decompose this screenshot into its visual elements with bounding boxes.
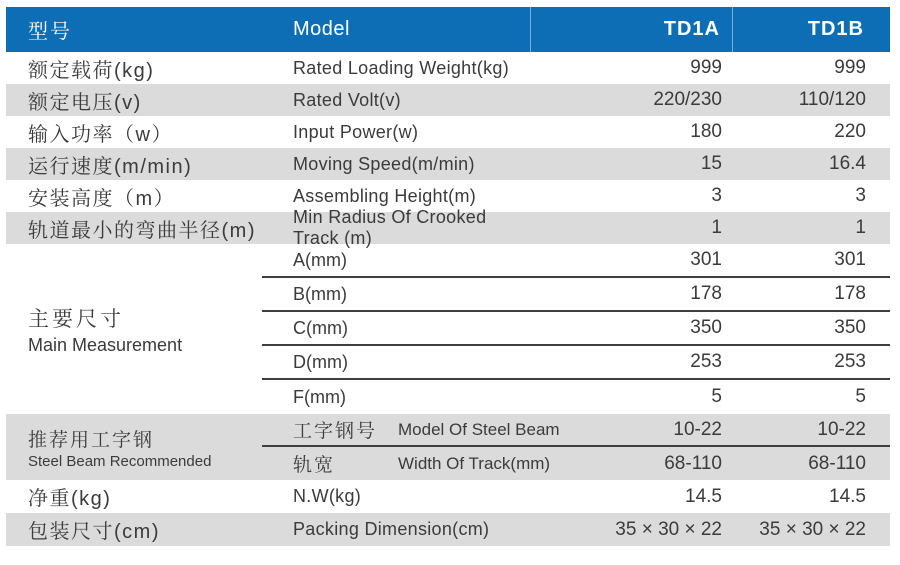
value-td1b: 1 bbox=[855, 217, 866, 238]
dimension-label: D(mm) bbox=[293, 351, 348, 372]
spec-label-en: Min Radius Of Crooked Track (m) bbox=[293, 207, 487, 248]
spec-label-cn: 额定载荷(kg) bbox=[28, 59, 155, 82]
value-td1b: 301 bbox=[834, 249, 866, 270]
spec-label-cn: 运行速度(m/min) bbox=[28, 155, 193, 178]
header-model-label-en: Model bbox=[293, 18, 350, 40]
value-td1b: 110/120 bbox=[798, 89, 866, 110]
spec-label-cn: 净重(kg) bbox=[28, 488, 112, 510]
value-td1a: 35 × 30 × 22 bbox=[615, 518, 722, 540]
value-td1a: 68-110 bbox=[664, 452, 722, 474]
header-column-td1a: TD1A bbox=[530, 7, 732, 52]
header-column-td1b: TD1B bbox=[732, 7, 890, 52]
value-td1a: 14.5 bbox=[685, 485, 722, 507]
spec-label-cn: 输入功率（w） bbox=[28, 123, 173, 146]
measurement-row-b bbox=[262, 278, 890, 312]
value-td1b: 253 bbox=[834, 351, 866, 372]
value-td1a: 301 bbox=[690, 249, 722, 270]
value-td1b: 999 bbox=[834, 57, 866, 78]
table-header-row bbox=[6, 7, 890, 52]
value-td1a: 350 bbox=[690, 317, 722, 338]
sub-label-en: Width Of Track(mm) bbox=[398, 453, 551, 473]
value-td1a: 10-22 bbox=[673, 418, 722, 440]
spec-row-moving-speed bbox=[6, 148, 890, 180]
measurement-row-d bbox=[262, 346, 890, 380]
spec-label-cn: 包装尺寸(cm) bbox=[28, 521, 160, 543]
value-td1a: 15 bbox=[700, 153, 722, 174]
spec-row-rated-load bbox=[6, 52, 890, 84]
measurement-group bbox=[6, 244, 890, 414]
value-td1a: 178 bbox=[690, 283, 722, 304]
dimension-label: C(mm) bbox=[293, 317, 348, 338]
spec-label-cn: 额定电压(v) bbox=[28, 91, 142, 114]
steel-beam-label-en: Steel Beam Recommended bbox=[28, 452, 212, 470]
sub-label-cn: 轨宽 bbox=[293, 455, 336, 476]
steel-beam-rows bbox=[262, 414, 890, 480]
value-td1b: 178 bbox=[834, 283, 866, 304]
steel-beam-row-track-width bbox=[262, 447, 890, 480]
spec-label-en: N.W(kg) bbox=[293, 486, 362, 506]
spec-row-min-radius bbox=[6, 207, 890, 248]
value-td1a: 3 bbox=[711, 185, 722, 206]
value-td1b: 3 bbox=[855, 185, 866, 206]
measurement-label-en: Main Measurement bbox=[28, 334, 183, 355]
value-td1b: 68-110 bbox=[808, 452, 866, 474]
value-td1b: 5 bbox=[855, 386, 866, 407]
dimension-label: A(mm) bbox=[293, 249, 347, 270]
spec-table bbox=[6, 7, 890, 546]
value-td1a: 253 bbox=[690, 351, 722, 372]
sub-label-en: Model Of Steel Beam bbox=[398, 419, 560, 439]
sub-label-cn: 工字钢号 bbox=[293, 421, 378, 442]
spec-label-en: Rated Volt(v) bbox=[293, 89, 401, 110]
dimension-label: F(mm) bbox=[293, 386, 346, 407]
value-td1b: 35 × 30 × 22 bbox=[759, 518, 866, 540]
dimension-label: B(mm) bbox=[293, 283, 347, 304]
spec-label-en: Moving Speed(m/min) bbox=[293, 153, 475, 174]
spec-label-en: Assembling Height(m) bbox=[293, 185, 477, 206]
spec-row-packing-dimension bbox=[6, 513, 890, 546]
spec-label-cn: 安装高度（m） bbox=[28, 187, 176, 210]
value-td1a: 999 bbox=[690, 57, 722, 78]
measurement-row-f bbox=[262, 380, 890, 414]
spec-row-net-weight bbox=[6, 480, 890, 513]
value-td1a: 1 bbox=[711, 217, 722, 238]
value-td1b: 350 bbox=[834, 317, 866, 338]
measurement-group-label bbox=[6, 244, 262, 414]
spec-label-en: Rated Loading Weight(kg) bbox=[293, 57, 509, 78]
value-td1b: 16.4 bbox=[829, 153, 866, 174]
measurement-row-c bbox=[262, 312, 890, 346]
value-td1b: 14.5 bbox=[829, 485, 866, 507]
steel-beam-row-model bbox=[262, 414, 890, 447]
spec-row-rated-volt bbox=[6, 84, 890, 116]
value-td1a: 5 bbox=[711, 386, 722, 407]
steel-beam-group bbox=[6, 414, 890, 480]
measurement-row-a bbox=[262, 244, 890, 278]
spec-row-input-power bbox=[6, 116, 890, 148]
value-td1a: 220/230 bbox=[653, 89, 722, 110]
value-td1b: 10-22 bbox=[817, 418, 866, 440]
value-td1a: 180 bbox=[690, 121, 722, 142]
steel-beam-group-label bbox=[6, 414, 262, 480]
measurement-rows bbox=[262, 244, 890, 414]
spec-label-cn: 轨道最小的弯曲半径(m) bbox=[28, 219, 256, 242]
header-model-label-cn: 型号 bbox=[28, 21, 72, 43]
spec-label-en: Input Power(w) bbox=[293, 121, 419, 142]
value-td1b: 220 bbox=[834, 121, 866, 142]
spec-label-en: Packing Dimension(cm) bbox=[293, 519, 490, 539]
steel-beam-label-cn: 推荐用工字钢 bbox=[28, 429, 155, 451]
measurement-label-cn: 主要尺寸 bbox=[28, 307, 124, 331]
